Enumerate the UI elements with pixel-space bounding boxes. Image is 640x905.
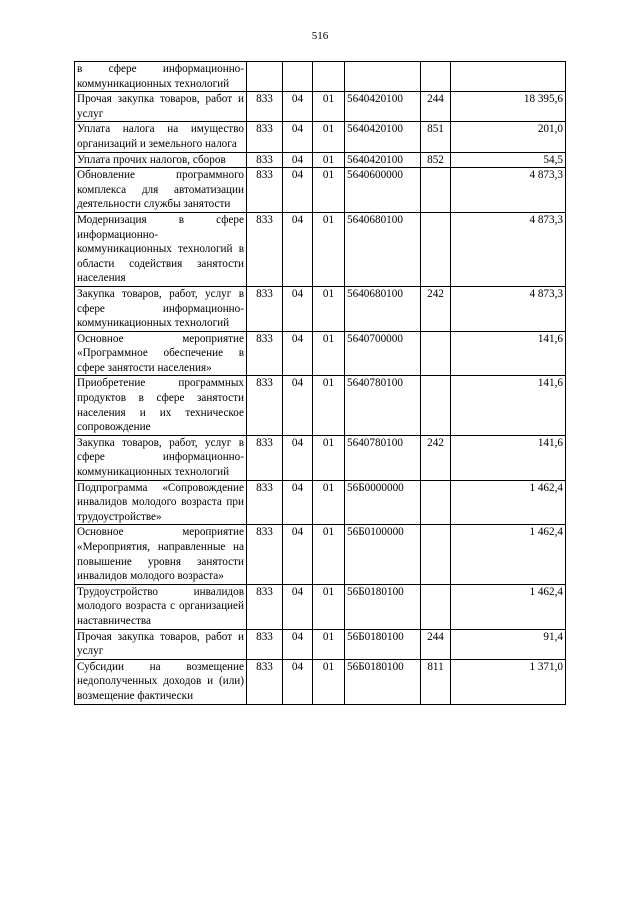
table-row [75, 480, 566, 525]
row-section-code: 04 [283, 629, 313, 659]
row-target-code: 5640600000 [345, 168, 421, 213]
row-expense-type-code [421, 62, 451, 92]
table-row [75, 659, 566, 704]
row-amount: 141,6 [451, 435, 566, 480]
row-section-code: 04 [283, 286, 313, 331]
row-target-code: 5640680100 [345, 286, 421, 331]
row-amount: 4 873,3 [451, 212, 566, 286]
row-name: Основное мероприятие «Программное обеспечение в сфере занятости населения» [75, 331, 247, 376]
table-row [75, 331, 566, 376]
row-name: Закупка товаров, работ, услуг в сфере информационно-коммуникационных технологий [75, 286, 247, 331]
row-admin-code [247, 62, 283, 92]
table-row [75, 525, 566, 584]
row-target-code: 56Б0180100 [345, 659, 421, 704]
row-expense-type-code: 244 [421, 629, 451, 659]
row-expense-type-code [421, 376, 451, 435]
row-section-code: 04 [283, 584, 313, 629]
row-target-code [345, 62, 421, 92]
row-expense-type-code: 242 [421, 286, 451, 331]
table-row [75, 629, 566, 659]
row-subsection-code: 01 [313, 168, 345, 213]
row-amount: 1 462,4 [451, 525, 566, 584]
row-expense-type-code: 811 [421, 659, 451, 704]
row-expense-type-code [421, 525, 451, 584]
row-amount: 141,6 [451, 376, 566, 435]
row-amount: 1 462,4 [451, 480, 566, 525]
row-section-code: 04 [283, 331, 313, 376]
row-section-code: 04 [283, 92, 313, 122]
row-subsection-code: 01 [313, 152, 345, 168]
row-amount: 54,5 [451, 152, 566, 168]
row-admin-code: 833 [247, 525, 283, 584]
row-expense-type-code: 851 [421, 122, 451, 152]
row-target-code: 5640420100 [345, 92, 421, 122]
table-row [75, 92, 566, 122]
table-row [75, 376, 566, 435]
budget-table-body [75, 62, 566, 705]
row-name: Закупка товаров, работ, услуг в сфере информационно-коммуникационных технологий [75, 435, 247, 480]
row-name: Субсидии на возмещение недополученных доходов и (или) возмещение фактически [75, 659, 247, 704]
row-subsection-code: 01 [313, 122, 345, 152]
row-target-code: 56Б0180100 [345, 629, 421, 659]
row-section-code: 04 [283, 152, 313, 168]
row-subsection-code: 01 [313, 659, 345, 704]
row-target-code: 56Б0100000 [345, 525, 421, 584]
row-subsection-code: 01 [313, 212, 345, 286]
row-expense-type-code [421, 584, 451, 629]
row-admin-code: 833 [247, 480, 283, 525]
table-row [75, 62, 566, 92]
row-section-code: 04 [283, 122, 313, 152]
table-row [75, 212, 566, 286]
row-name: Уплата прочих налогов, сборов [75, 152, 247, 168]
row-name: в сфере информационно-коммуникационных технологий [75, 62, 247, 92]
row-subsection-code: 01 [313, 92, 345, 122]
row-subsection-code: 01 [313, 480, 345, 525]
row-amount: 91,4 [451, 629, 566, 659]
row-amount: 18 395,6 [451, 92, 566, 122]
row-subsection-code: 01 [313, 435, 345, 480]
row-admin-code: 833 [247, 629, 283, 659]
row-section-code [283, 62, 313, 92]
row-expense-type-code: 242 [421, 435, 451, 480]
row-target-code: 5640680100 [345, 212, 421, 286]
row-expense-type-code [421, 331, 451, 376]
row-name: Приобретение программных продуктов в сфере занятости населения и их техническое сопровождение [75, 376, 247, 435]
row-name: Подпрограмма «Сопровождение инвалидов молодого возраста при трудоустройстве» [75, 480, 247, 525]
row-amount [451, 62, 566, 92]
row-subsection-code [313, 62, 345, 92]
row-section-code: 04 [283, 525, 313, 584]
row-amount: 4 873,3 [451, 286, 566, 331]
row-expense-type-code [421, 480, 451, 525]
row-subsection-code: 01 [313, 376, 345, 435]
row-section-code: 04 [283, 435, 313, 480]
row-amount: 1 462,4 [451, 584, 566, 629]
row-admin-code: 833 [247, 659, 283, 704]
row-amount: 141,6 [451, 331, 566, 376]
table-row [75, 168, 566, 213]
table-row [75, 122, 566, 152]
row-admin-code: 833 [247, 152, 283, 168]
row-target-code: 56Б0180100 [345, 584, 421, 629]
row-name: Прочая закупка товаров, работ и услуг [75, 629, 247, 659]
row-section-code: 04 [283, 376, 313, 435]
row-admin-code: 833 [247, 435, 283, 480]
row-admin-code: 833 [247, 92, 283, 122]
row-amount: 1 371,0 [451, 659, 566, 704]
row-subsection-code: 01 [313, 525, 345, 584]
row-section-code: 04 [283, 212, 313, 286]
row-section-code: 04 [283, 659, 313, 704]
row-expense-type-code: 244 [421, 92, 451, 122]
row-admin-code: 833 [247, 584, 283, 629]
row-section-code: 04 [283, 480, 313, 525]
row-amount: 201,0 [451, 122, 566, 152]
row-name: Прочая закупка товаров, работ и услуг [75, 92, 247, 122]
table-row [75, 435, 566, 480]
budget-table [74, 61, 566, 705]
table-row [75, 152, 566, 168]
row-subsection-code: 01 [313, 331, 345, 376]
row-admin-code: 833 [247, 286, 283, 331]
page-number: 516 [311, 30, 329, 42]
row-section-code: 04 [283, 168, 313, 213]
row-amount: 4 873,3 [451, 168, 566, 213]
row-name: Обновление программного комплекса для автоматизации деятельности службы занятости [75, 168, 247, 213]
row-name: Модернизация в сфере информационно-коммуникационных технологий в области содействия занятости населения [75, 212, 247, 286]
row-target-code: 5640420100 [345, 152, 421, 168]
row-admin-code: 833 [247, 212, 283, 286]
row-admin-code: 833 [247, 122, 283, 152]
row-subsection-code: 01 [313, 584, 345, 629]
row-name: Трудоустройство инвалидов молодого возраста с организацией наставничества [75, 584, 247, 629]
row-expense-type-code: 852 [421, 152, 451, 168]
row-target-code: 5640780100 [345, 435, 421, 480]
table-row [75, 286, 566, 331]
row-admin-code: 833 [247, 331, 283, 376]
row-expense-type-code [421, 212, 451, 286]
row-target-code: 5640420100 [345, 122, 421, 152]
row-subsection-code: 01 [313, 286, 345, 331]
row-name: Основное мероприятие «Мероприятия, направленные на повышение уровня занятости инвалидов молодого возраста» [75, 525, 247, 584]
row-expense-type-code [421, 168, 451, 213]
row-target-code: 5640700000 [345, 331, 421, 376]
row-admin-code: 833 [247, 168, 283, 213]
row-subsection-code: 01 [313, 629, 345, 659]
row-admin-code: 833 [247, 376, 283, 435]
table-row [75, 584, 566, 629]
row-name: Уплата налога на имущество организаций и земельного налога [75, 122, 247, 152]
row-target-code: 5640780100 [345, 376, 421, 435]
row-target-code: 56Б0000000 [345, 480, 421, 525]
